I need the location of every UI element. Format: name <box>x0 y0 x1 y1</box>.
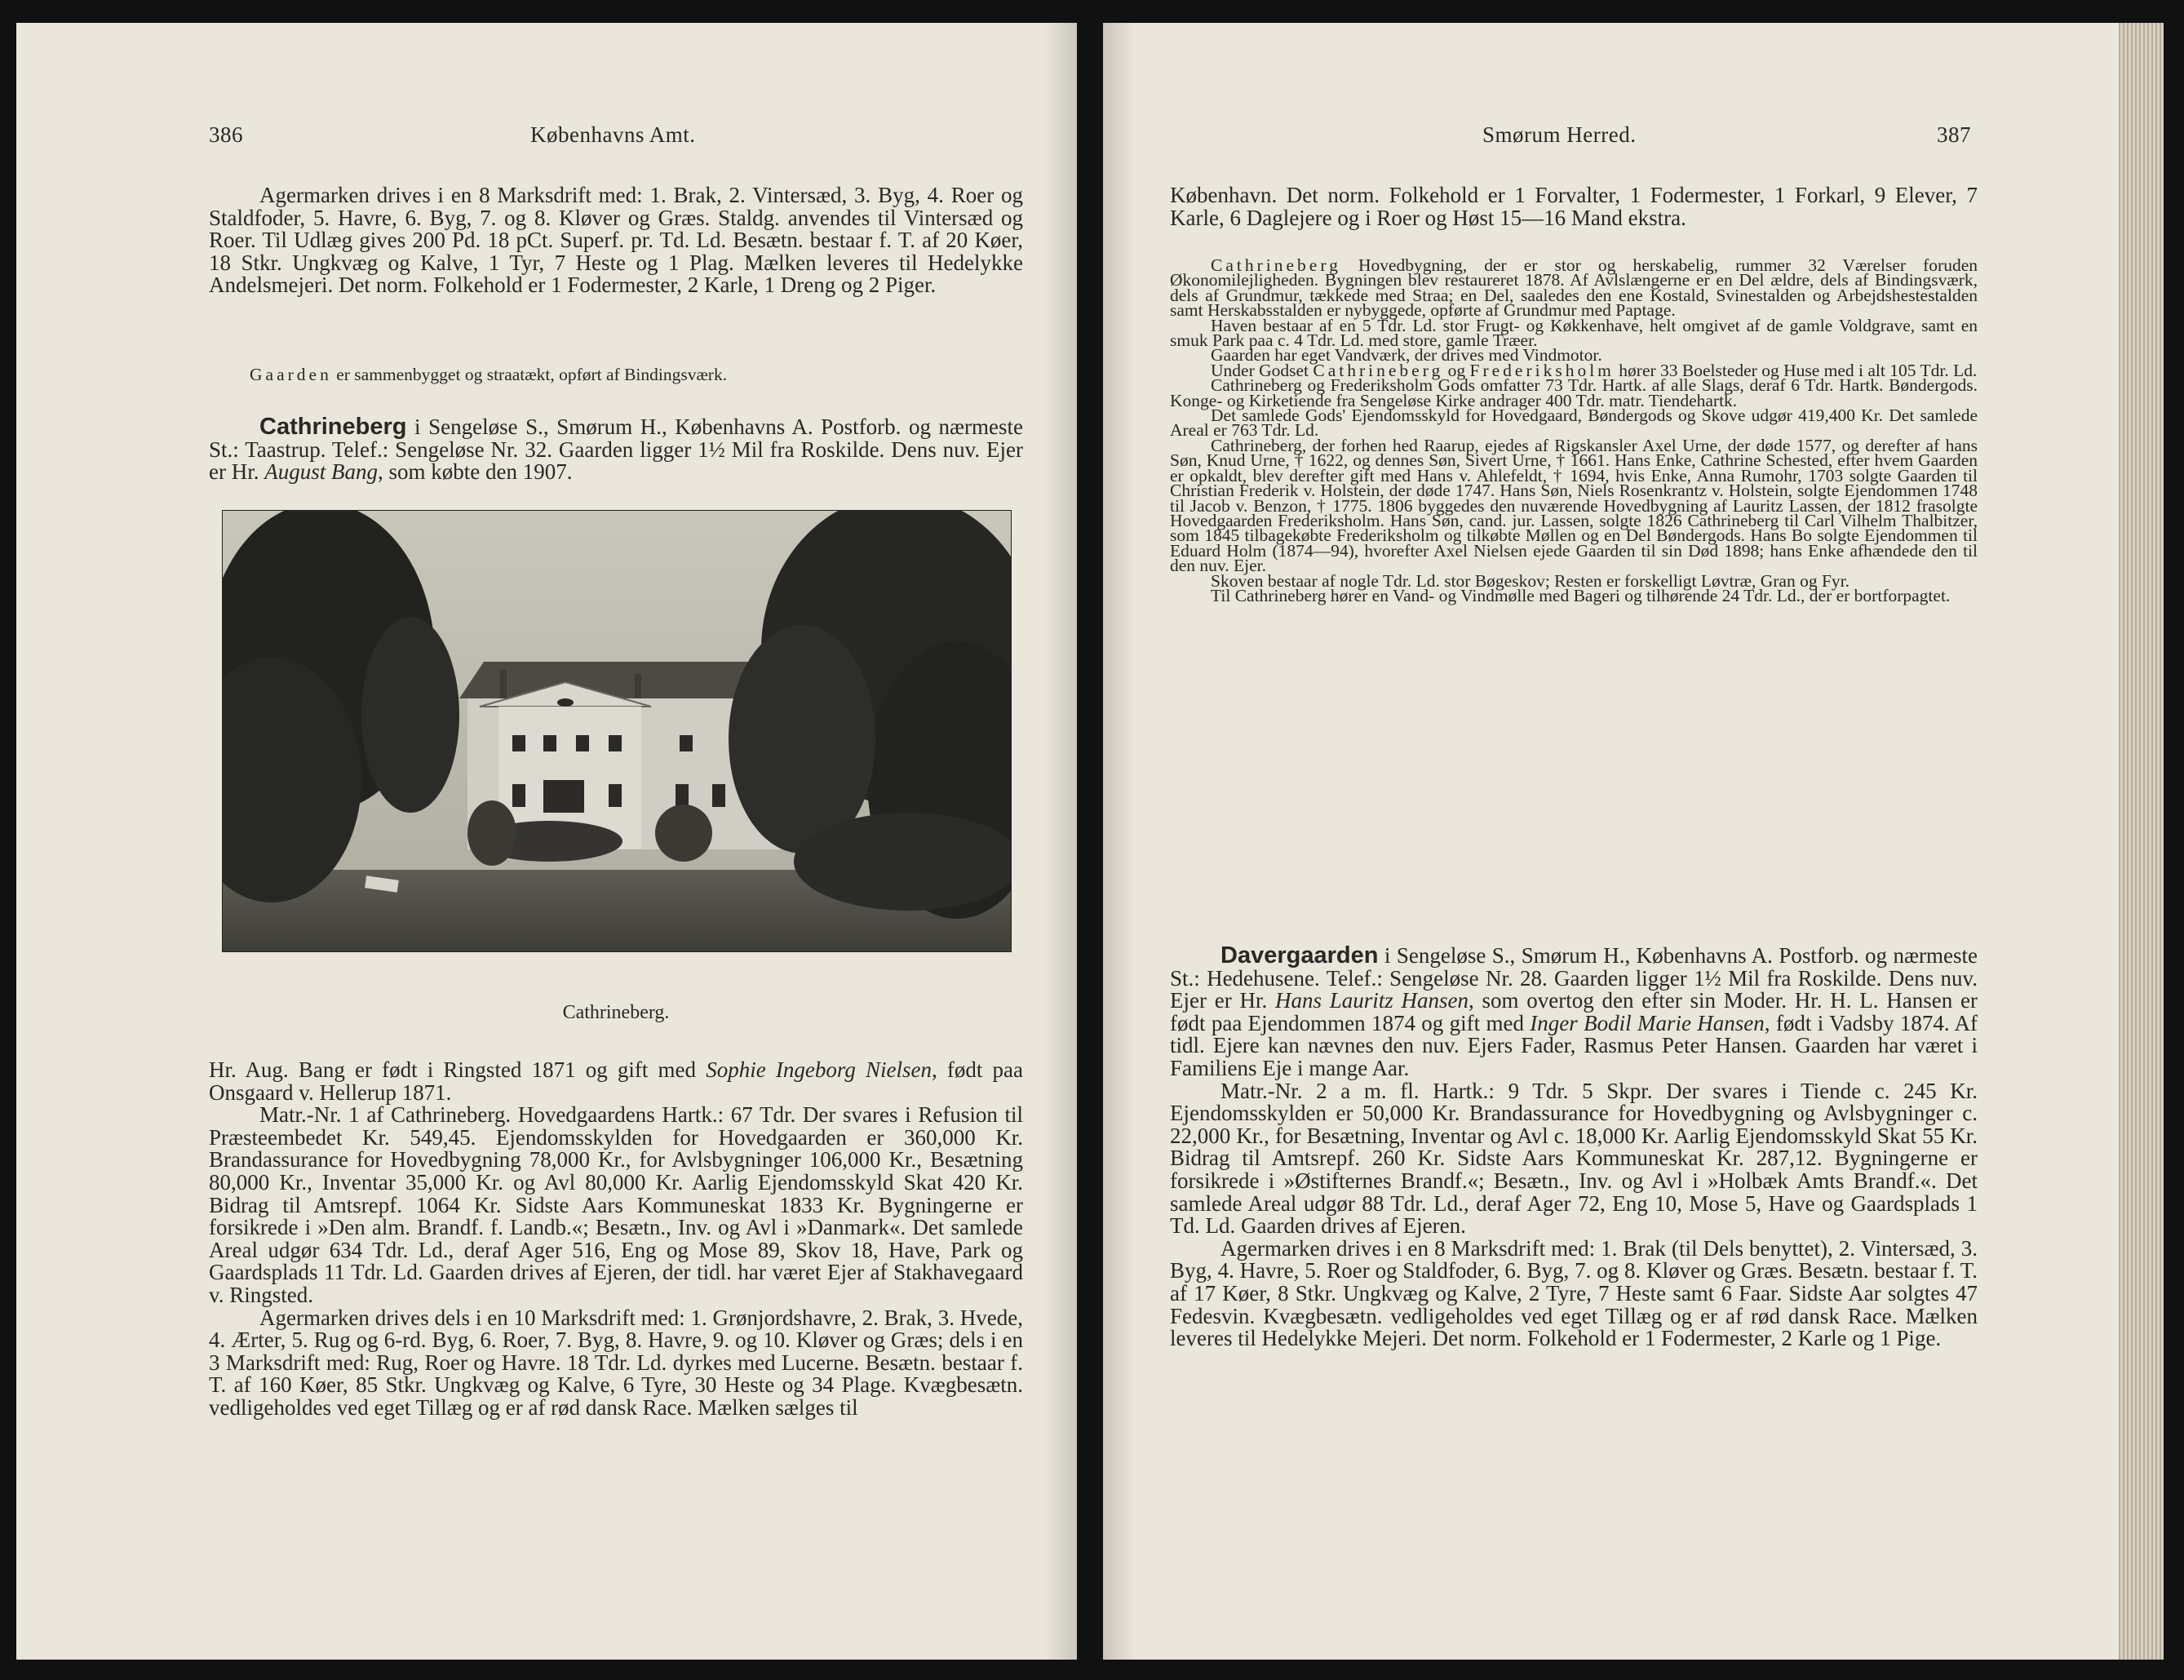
note-ejendomsskyld: Det samlede Gods' Ejendomsskyld for Hovedgaard, Bøndergods og Skove udgør 419,400 Kr. Det samlede Areal er 763 Tdr. Ld. <box>1170 406 1978 441</box>
note-historie: Cathrineberg, der forhen hed Raarup, ejedes af Rigskansler Axel Urne, der døde 1577, og derefter af hans Søn, Knud Urne, † 1622, og dennes Søn, Sivert Urne, † 1661. Hans Enke, Cathrine Schested, efter hvem Gaarden er opkaldt, blev derefter gift med Hans v. Ahlefeldt, † 1694, hvis Enke, Anna Rumohr, 1703 solgte Gaarden til Christian Frederik v. Holstein, der døde 1747. Hans Søn, Niels Rosenkrantz v. Holstein, solgte Ejendommen 1748 til Jacob v. Benzon, † 1775. 1806 byggedes den nuværende Hovedbygning af Lauritz Lassen, der 1812 frasolgte Hovedgaarden Frederiksholm. Hans Søn, cand. jur. Lassen, solgte 1826 Cathrineberg til Carl Vilhelm Thalbitzer, som 1845 tilbagekøbte Frederiksholm og tilkøbte Møllen og en Del Bøndergods. Hans Bo solgte Ejendommen til Eduard Holm (1874—94), hvorefter Axel Nielsen ejede Gaarden til sin Død 1898; hans Enke afhændede den til den nuv. Ejer. <box>1170 435 1978 576</box>
note-hovedbygning: Cathrineberg Hovedbygning, der er stor og herskabelig, rummer 32 Værelser foruden Økonomilejligheden. Bygningen blev restaureret 1878. Af Avlslængerne er en Del ældre, dels af Bindingsværk, dels af Grundmur, tækkede med Straa; en Del, saaledes den ene Kostald, Svinestalden og Arbejdshestestalden samt Herskabsstalden er nybyggede, opførte af Grundmur med Paptage. <box>1170 255 1978 321</box>
left-small-note <box>209 367 1023 382</box>
davergaarden-matr: Matr.-Nr. 2 a m. fl. Hartk.: 9 Tdr. 5 Skpr. Der svares i Tiende c. 245 Kr. Ejendomsskylden er 50,000 Kr. Brandassurance for Hovedbygning og Avlsbygninger c. 22,000 Kr., for Besætning, Inventar og Avl c. 18,000 Kr. Aarlig Ejendomsskyld Skat 55 Kr. Bidrag til Amtsrepf. 260 Kr. Sidste Aars Kommuneskat Kr. 287,12. Bygningerne er forsikrede i »Østifternes Brandf.«; Besætn., Inv. og Avl i »Holbæk Amts Brandf.«. Det samlede Areal udgør 88 Tdr. Ld., deraf Ager 72, Eng 10, Mose 5, Have og Gaardsplads 1 Td. Ld. Gaarden drives af Ejeren. <box>1170 1078 1978 1239</box>
right-small-notes <box>1170 255 1978 605</box>
owner-paragraph: Hr. Aug. Bang er født i Ringsted 1871 og gift med Sophie Ingeborg Nielsen, født paa Onsgaard v. Hellerup 1871. <box>209 1057 1024 1105</box>
cathrineberg-entry <box>209 416 1023 484</box>
entry-title-cathrineberg: Cathrineberg <box>259 414 407 440</box>
matr-paragraph: Matr.-Nr. 1 af Cathrineberg. Hovedgaardens Hartk.: 67 Tdr. Der svares i Refusion til Præsteembedet Kr. 549,45. Ejendomsskylden for Hovedgaarden er 360,000 Kr. Brandassurance for Hovedbygning 78,000 Kr., for Avlsbygninger 106,000 Kr., Besætning 80,000 Kr., Inventar 35,000 Kr. og Avl 80,000 Kr. Aarlig Ejendomsskyld Skat 420 Kr. Bidrag til Amtsrepf. 1064 Kr. Sidste Aars Kommuneskat 1833 Kr. Bygningerne er forsikrede i »Den alm. Brandf. f. Landb.«; Besætn., Inv. og Avl i »Danmark«. Det samlede Areal udgør 634 Tdr. Ld., deraf Ager 516, Eng og Mose 89, Skov 18, Have, Park og Gaardsplads 11 Tdr. Ld. Gaarden drives af Ejeren, der tidl. har været Ejer af Stakhavegaard v. Ringsted. <box>209 1102 1023 1307</box>
left-page-number: 386 <box>209 122 243 147</box>
left-page <box>16 23 1077 1660</box>
note-moelle: Til Cathrineberg hører en Vand- og Vindmølle med Bageri og tilhørende 24 Tdr. Ld., der er bortforpagtet. <box>1211 585 1951 605</box>
agermark-paragraph: Agermarken drives dels i en 10 Marksdrift med: 1. Grønjordshavre, 2. Brak, 3. Hvede, 4. Ærter, 5. Rug og 6-rd. Byg, 6. Roer, 7. Byg, 8. Havre, 9. og 10. Kløver og Græs; dels i en 3 Marksdrift med: Rug, Roer og Havre. 18 Tdr. Ld. dyrkes med Lucerne. Besætn. bestaar f. T. af 160 Køer, 85 Stkr. Ungkvæg og Kalve, 6 Tyre, 30 Heste og 34 Plage. Kvægbesætn. vedligeholdes ved eget Tillæg og er af rød dansk Race. Mælken sælges til <box>209 1305 1023 1420</box>
photo-caption: Cathrineberg. <box>562 1002 670 1023</box>
small-note-rest: er sammenbygget og straatækt, opført af Bindingsværk. <box>331 365 728 384</box>
left-top-text <box>209 184 1023 297</box>
owner-name-davergaarden: Hans Lauritz Hansen <box>1274 988 1469 1013</box>
left-running-head: Københavns Amt. <box>530 122 696 147</box>
davergaarden-agermark: Agermarken drives i en 8 Marksdrift med: 1. Brak (til Dels benyttet), 2. Vintersæd, 3. Byg, 4. Havre, 5. Roer og Staldfoder, 6. Byg, 7. og 8. Kløver og Græs. Besætn. bestaar f. T. af 17 Køer, 8 Stkr. Ungkvæg og Kalve, 2 Tyre, 7 Heste samt 6 Faar. Sidste Aar solgtes 47 Fedesvin. Kvægbesætn. vedligeholdes ved eget Tillæg og er af rød dansk Race. Mælken leveres til Hedelykke Mejeri. Det norm. Folkehold er 1 Fodermester, 2 Karle og 1 Pige. <box>1170 1235 1978 1351</box>
spouse-name: Sophie Ingeborg Nielsen <box>706 1057 932 1082</box>
right-top-text <box>1170 184 1978 229</box>
left-lower-text <box>209 1059 1023 1420</box>
note-vandvaerk: Gaarden har eget Vandværk, der drives med Vindmotor. <box>1211 345 1602 366</box>
note-godset: Under Godset Cathrineberg og Frederiksholm hører 33 Boelsteder og Huse med i alt 105 Tdr. Ld. <box>1211 360 1978 380</box>
note-gods: Cathrineberg og Frederiksholm Gods omfatter 73 Tdr. Hartk. af alle Slags, deraf 6 Tdr. Hartk. Bøndergods. Konge- og Kirketiende fra Sengeløse Kirke andrager 400 Tdr. matr. Tiendehartk. <box>1170 375 1978 410</box>
spouse-name-davergaarden: Inger Bodil Marie Hansen <box>1530 1010 1765 1035</box>
right-top-paragraph: København. Det norm. Folkehold er 1 Forvalter, 1 Fodermester, 1 Forkarl, 9 Elever, 7 Karle, 6 Daglejere og i Roer og Høst 15—16 Mand ekstra. <box>1170 183 1978 230</box>
owner-name: August Bang <box>264 459 378 485</box>
note-skoven: Skoven bestaar af nogle Tdr. Ld. stor Bøgeskov; Resten er forskelligt Løvtræ, Gran og Fyr. <box>1211 570 1850 591</box>
entry-title-davergaarden: Davergaarden <box>1220 942 1379 969</box>
cathrineberg-photo <box>222 510 1012 952</box>
entry-intro: i Sengeløse S., Smørum H., Københavns A. Postforb. og nærmeste St.: Taastrup. Telef.: Sengeløse Nr. 32. Gaarden ligger 1½ Mil fra Roskilde. Dens nuv. Ejer er Hr. <box>209 414 1023 485</box>
davergaarden-entry: Davergaarden i Sengeløse S., Smørum H., Københavns A. Postforb. og nærmeste St.: Hedehusene. Telef.: Sengeløse Nr. 28. Gaarden ligger 1½ Mil fra Roskilde. Dens nuv. Ejer er Hr. Hans Lauritz Hansen, som overtog den efter sin Moder. Hr. H. L. Hansen er født paa Ejendommen 1874 og gift med Inger Bodil Marie Hansen, født i Vadsby 1874. Af tidl. Ejere kan nævnes den nuv. Ejers Fader, Rasmus Peter Hansen. Gaarden har været i Familiens Eje i mange Aar. Matr.-Nr. 2 a m. fl. Hartk.: 9 Tdr. 5 Skpr. Der svares i Tiende c. 245 Kr. Ejendomsskylden er 50,000 Kr. Brandassurance for Hovedbygning og Avlsbygninger c. 22,000 Kr., for Besætning, Inventar og Avl c. 18,000 Kr. Aarlig Ejendomsskyld Skat 55 Kr. Bidrag til Amtsrepf. 260 Kr. Sidste Aars Kommuneskat Kr. 287,12. Bygningerne er forsikrede i »Østifternes Brandf.«; Besætn., Inv. og Avl i »Holbæk Amts Brandf.«. Det samlede Areal udgør 88 Tdr. Ld., deraf Ager 72, Eng 10, Mose 5, Have og Gaardsplads 1 Td. Ld. Gaarden drives af Ejeren. Agermarken drives i en 8 Marksdrift med: 1. Brak (til Dels benyttet), 2. Vintersæd, 3. Byg, 4. Havre, 5. Roer og Staldfoder, 6. Byg, 7. og 8. Kløver og Græs. Besætn. bestaar f. T. af 17 Køer, 8 Stkr. Ungkvæg og Kalve, 2 Tyre, 7 Heste samt 6 Faar. Sidste Aar solgtes 47 Fedesvin. Kvægbesætn. vedligeholdes ved eget Tillæg og er af rød dansk Race. Mælken leveres til Hedelykke Mejeri. Det norm. Folkehold er 1 Fodermester, 2 Karle og 1 Pige. <box>1170 942 1978 1351</box>
right-page <box>1103 23 2164 1660</box>
note-haven: Haven bestaar af en 5 Tdr. Ld. stor Frugt- og Køkkenhave, helt omgivet af de gamle Voldgrave, samt en smuk Park paa c. 4 Tdr. Ld. med store, gamle Træer. <box>1170 315 1978 351</box>
right-running-head: Smørum Herred. <box>1482 122 1637 147</box>
right-page-number: 387 <box>1937 122 1971 147</box>
entry-intro-end: , som købte den 1907. <box>377 459 573 485</box>
left-top-paragraph: Agermarken drives i en 8 Marksdrift med: 1. Brak, 2. Vintersæd, 3. Byg, 4. Roer og Staldfoder, 5. Havre, 6. Byg, 7. og 8. Kløver og Græs. Staldg. anvendes til Vintersæd og Roer. Til Udlæg gives 200 Pd. 18 pCt. Superf. pr. Td. Ld. Besætn. bestaar f. T. af 20 Køer, 18 Stkr. Ungkvæg og Kalve, 1 Tyr, 7 Heste og 1 Plag. Mælken leveres til Hedelykke Andelsmejeri. Det norm. Folkehold er 1 Fodermester, 2 Karle, 1 Dreng og 2 Piger. <box>209 183 1023 298</box>
small-note-spaced: Gaarden <box>250 365 332 384</box>
